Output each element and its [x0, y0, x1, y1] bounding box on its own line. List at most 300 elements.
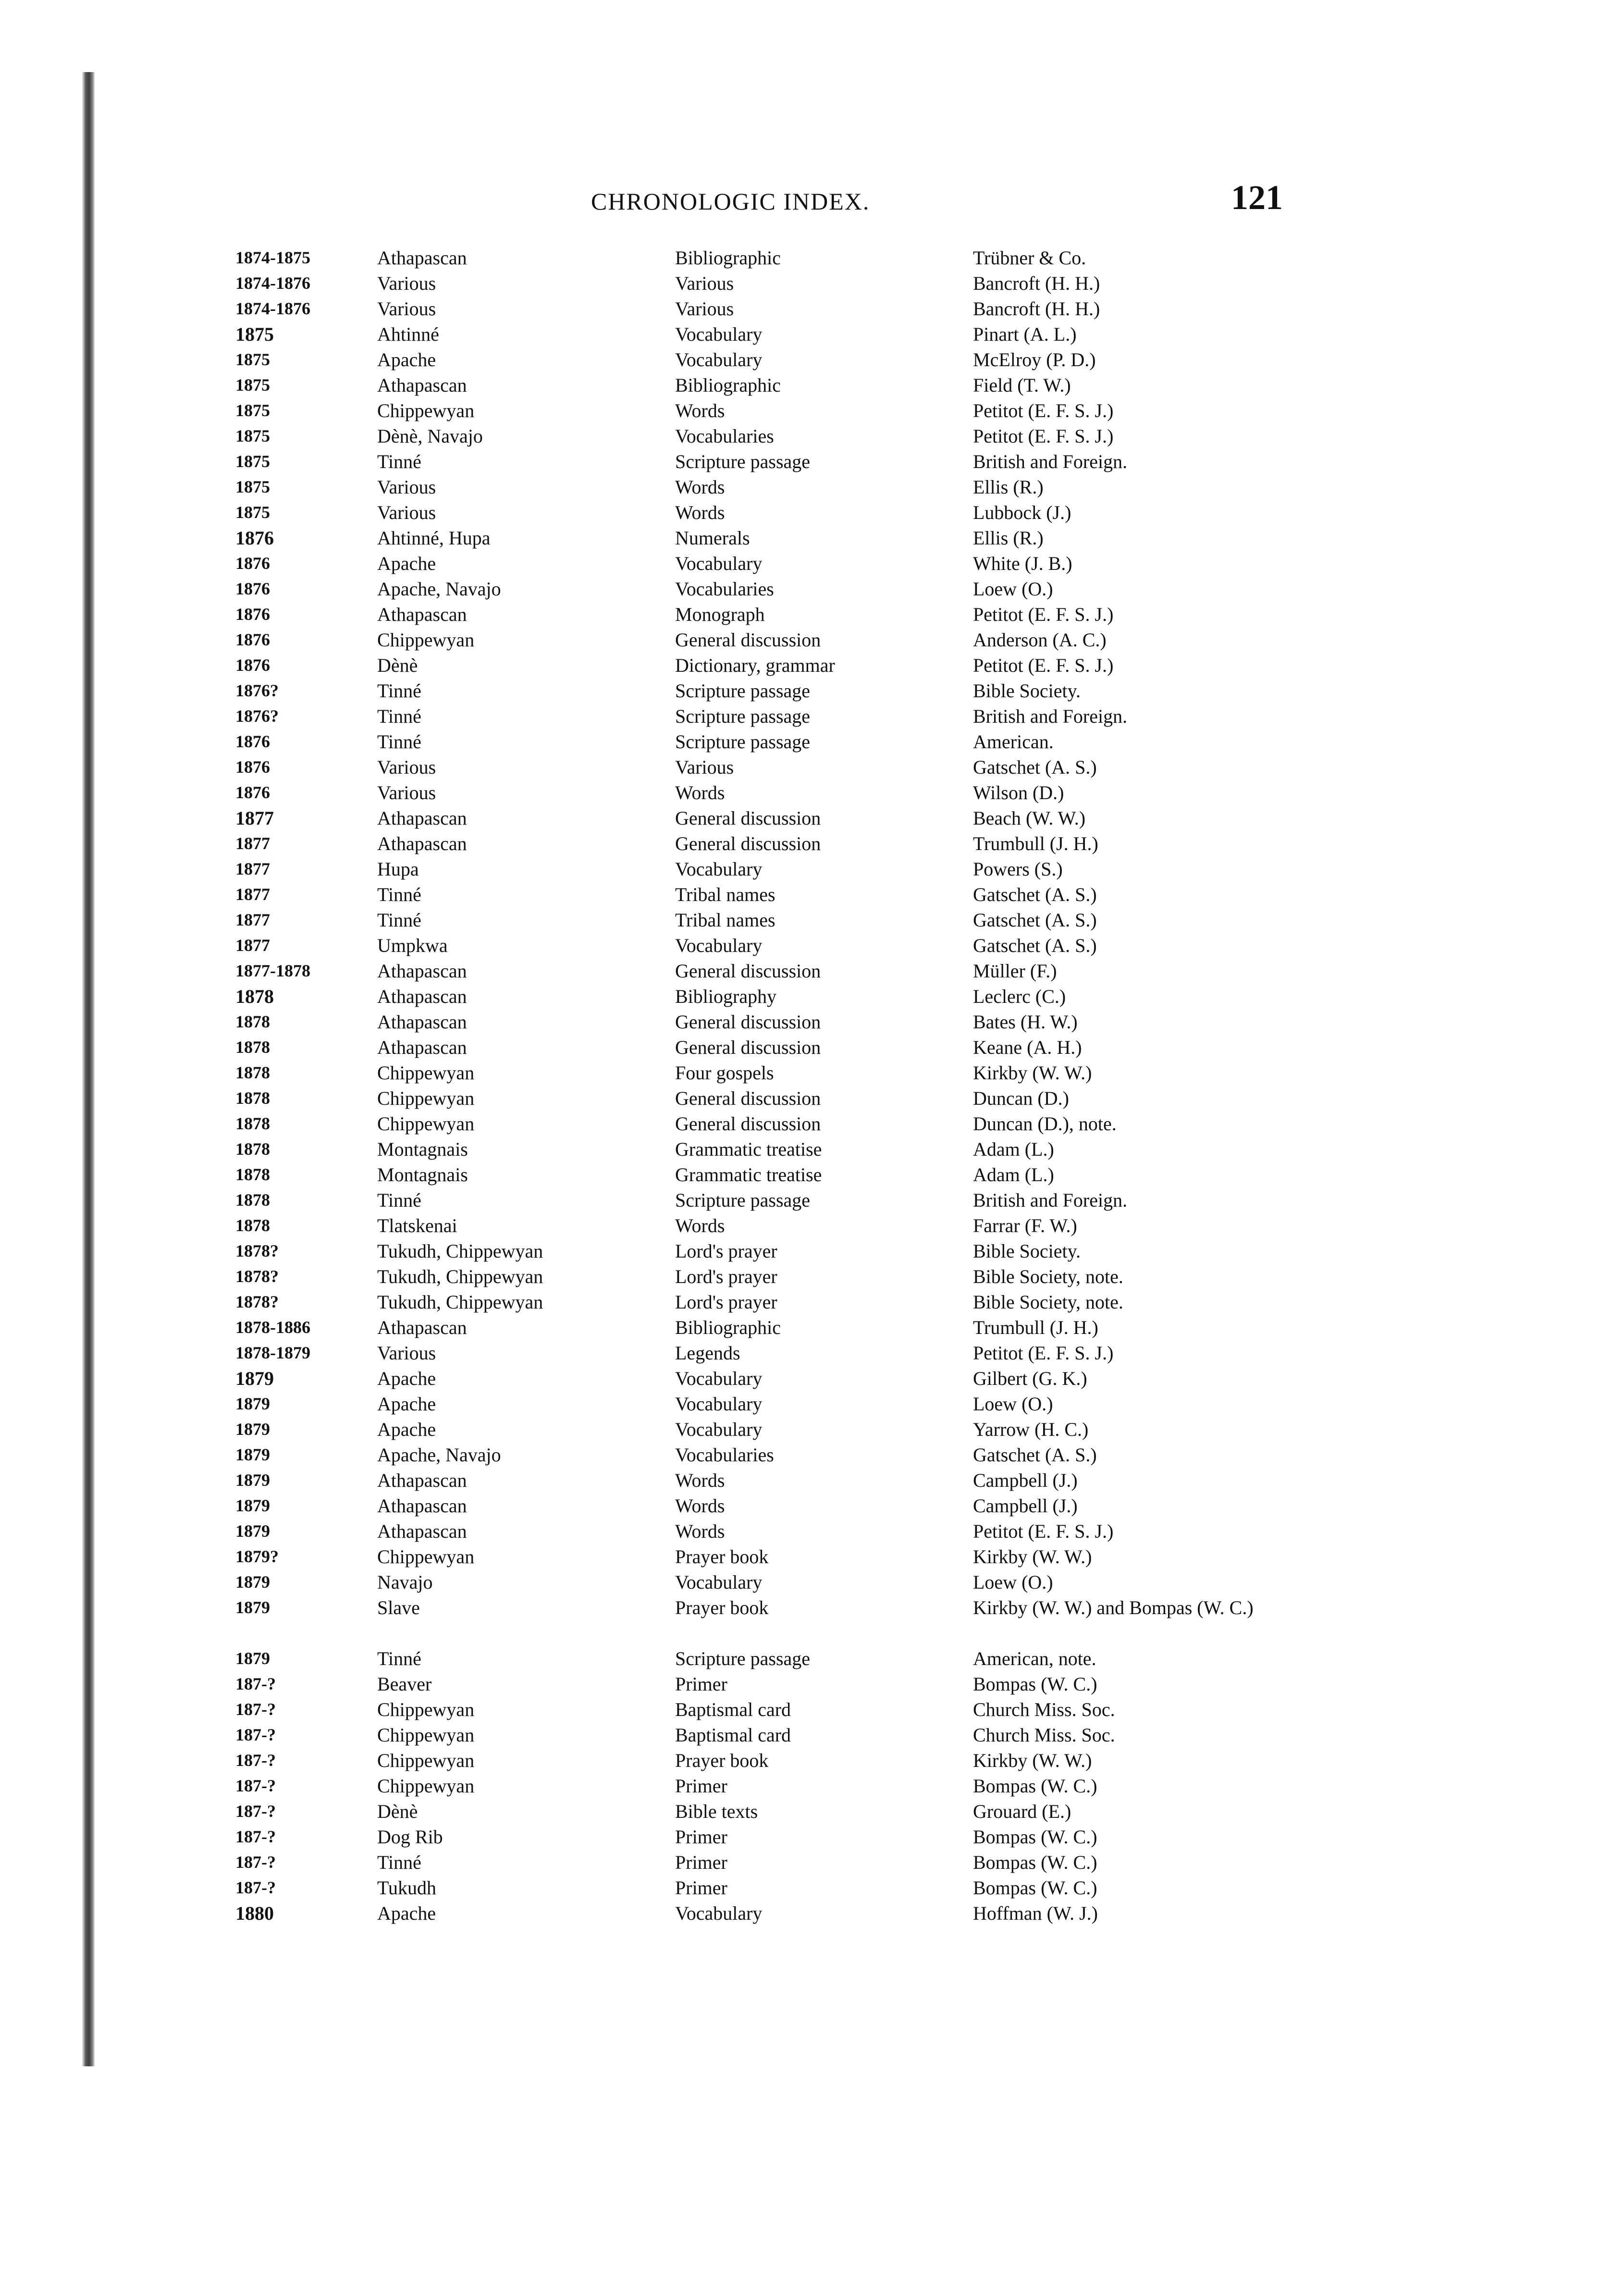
row-author: Gatschet (A. S.): [973, 935, 1097, 956]
row-author: Gatschet (A. S.): [973, 909, 1097, 931]
row-author: Church Miss. Soc.: [973, 1724, 1115, 1746]
index-row: [235, 729, 1292, 754]
index-row: [235, 1442, 1292, 1468]
row-language: Chippewyan: [377, 1062, 475, 1084]
index-row: [235, 1544, 1292, 1569]
index-row: [235, 551, 1292, 576]
index-row: [235, 1722, 1292, 1748]
row-nature: Baptismal card: [675, 1724, 791, 1746]
row-date: 1879: [235, 1572, 270, 1592]
row-language: Navajo: [377, 1571, 433, 1593]
row-date: 187-?: [235, 1827, 276, 1846]
index-row: [235, 1060, 1292, 1086]
row-date: 1877: [235, 936, 270, 955]
row-nature: Prayer book: [675, 1546, 769, 1567]
row-nature: General discussion: [675, 807, 821, 829]
row-author: Bancroft (H. H.): [973, 272, 1100, 294]
row-date: 1875: [235, 350, 270, 369]
row-language: Hupa: [377, 858, 419, 880]
index-row: [235, 1646, 1292, 1671]
row-language: Tukudh, Chippewyan: [377, 1240, 543, 1262]
index-row: [235, 398, 1292, 423]
row-date: 1876: [235, 757, 270, 777]
index-row: [235, 423, 1292, 449]
index-row: [235, 653, 1292, 678]
row-date: 1878: [235, 1216, 270, 1235]
row-nature: General discussion: [675, 1087, 821, 1109]
index-row: [235, 831, 1292, 856]
row-author: Lubbock (J.): [973, 502, 1071, 523]
row-nature: Vocabularies: [675, 425, 774, 447]
row-date: 1876: [235, 554, 270, 573]
row-language: Chippewyan: [377, 1724, 475, 1746]
row-nature: Baptismal card: [675, 1699, 791, 1720]
row-author: Keane (A. H.): [973, 1037, 1082, 1058]
row-date: 1879: [235, 1598, 270, 1617]
row-nature: Scripture passage: [675, 1189, 811, 1211]
index-row: [235, 1213, 1292, 1238]
row-nature: Vocabulary: [675, 935, 763, 956]
index-row: [235, 347, 1292, 372]
row-date: 1878: [235, 1063, 270, 1082]
row-nature: Grammatic treatise: [675, 1138, 822, 1160]
row-author: Ellis (R.): [973, 527, 1044, 549]
row-nature: Bibliographic: [675, 374, 781, 396]
row-date: 1879: [235, 1419, 270, 1439]
row-language: Athapascan: [377, 1037, 467, 1058]
row-date: 1878: [235, 1037, 270, 1057]
index-row: [235, 1850, 1292, 1875]
row-language: Ahtinné, Hupa: [377, 527, 491, 549]
row-author: Bates (H. W.): [973, 1011, 1078, 1033]
index-row: [235, 1391, 1292, 1417]
row-language: Athapascan: [377, 986, 467, 1007]
page-header: [591, 178, 1283, 231]
row-nature: Lord's prayer: [675, 1291, 777, 1313]
row-nature: General discussion: [675, 1037, 821, 1058]
index-row: [235, 602, 1292, 627]
row-author: Petitot (E. F. S. J.): [973, 604, 1114, 625]
row-language: Athapascan: [377, 1469, 467, 1491]
row-nature: Vocabulary: [675, 1419, 763, 1440]
row-nature: Primer: [675, 1877, 727, 1899]
row-language: Various: [377, 298, 436, 320]
row-nature: Scripture passage: [675, 705, 811, 727]
row-author: Bompas (W. C.): [973, 1877, 1097, 1899]
index-row: [235, 704, 1292, 729]
row-author: Farrar (F. W.): [973, 1215, 1077, 1236]
row-language: Chippewyan: [377, 1750, 475, 1771]
row-date: 1876: [235, 783, 270, 802]
row-date: 187-?: [235, 1852, 276, 1872]
row-nature: General discussion: [675, 1011, 821, 1033]
row-date: 1876: [235, 605, 270, 624]
row-nature: Various: [675, 298, 734, 320]
row-language: Athapascan: [377, 807, 467, 829]
row-nature: Vocabulary: [675, 1368, 763, 1389]
row-language: Athapascan: [377, 1495, 467, 1517]
row-date: 1876: [235, 527, 274, 549]
row-date: 1879?: [235, 1547, 279, 1566]
row-date: 1878: [235, 1114, 270, 1133]
row-nature: Dictionary, grammar: [675, 654, 835, 676]
row-language: Athapascan: [377, 1011, 467, 1033]
index-row: [235, 754, 1292, 780]
row-date: 1877: [235, 910, 270, 929]
row-nature: Words: [675, 400, 725, 421]
row-date: 1874-1876: [235, 299, 310, 318]
chronologic-index-table: [235, 245, 1292, 1926]
row-language: Tinné: [377, 705, 421, 727]
row-language: Chippewyan: [377, 1087, 475, 1109]
row-date: 1875: [235, 375, 270, 395]
row-author: Bible Society, note.: [973, 1266, 1123, 1287]
index-row: [235, 1264, 1292, 1289]
row-date: 1877: [235, 834, 270, 853]
row-language: Various: [377, 1342, 436, 1364]
index-row: [235, 1901, 1292, 1926]
row-author: Trübner & Co.: [973, 247, 1086, 269]
row-language: Various: [377, 502, 436, 523]
row-language: Chippewyan: [377, 1699, 475, 1720]
row-language: Dog Rib: [377, 1826, 443, 1848]
row-language: Tinné: [377, 451, 421, 472]
row-date: 1875: [235, 323, 274, 345]
row-language: Apache: [377, 1902, 436, 1924]
row-language: Chippewyan: [377, 1775, 475, 1797]
row-language: Tinné: [377, 1189, 421, 1211]
index-row: [235, 907, 1292, 933]
index-row: [235, 1238, 1292, 1264]
index-row: [235, 1493, 1292, 1518]
row-date: 1878-1886: [235, 1318, 310, 1337]
row-nature: Four gospels: [675, 1062, 774, 1084]
row-nature: Primer: [675, 1851, 727, 1873]
row-author: Loew (O.): [973, 1393, 1053, 1415]
row-author: Loew (O.): [973, 1571, 1053, 1593]
row-author: Duncan (D.): [973, 1087, 1069, 1109]
row-date: 187-?: [235, 1700, 276, 1719]
row-author: Bible Society, note.: [973, 1291, 1123, 1313]
row-language: Tinné: [377, 680, 421, 702]
index-row: [235, 856, 1292, 882]
row-date: 1877: [235, 807, 274, 829]
row-author: Kirkby (W. W.) and Bompas (W. C.): [973, 1597, 1254, 1618]
row-nature: Words: [675, 502, 725, 523]
row-language: Apache, Navajo: [377, 1444, 501, 1466]
row-nature: General discussion: [675, 629, 821, 651]
index-row: [235, 1035, 1292, 1060]
row-author: Kirkby (W. W.): [973, 1750, 1092, 1771]
row-nature: Vocabulary: [675, 1571, 763, 1593]
index-row: [235, 627, 1292, 653]
row-nature: Scripture passage: [675, 451, 811, 472]
row-date: 187-?: [235, 1776, 276, 1795]
row-nature: Scripture passage: [675, 680, 811, 702]
row-date: 187-?: [235, 1674, 276, 1693]
row-language: Dènè: [377, 1801, 418, 1822]
row-date: 1878: [235, 1088, 270, 1108]
row-language: Tinné: [377, 1648, 421, 1669]
row-nature: Vocabulary: [675, 1393, 763, 1415]
row-language: Umpkwa: [377, 935, 448, 956]
row-author: Bompas (W. C.): [973, 1673, 1097, 1695]
row-language: Apache: [377, 1419, 436, 1440]
row-author: Trumbull (J. H.): [973, 1317, 1098, 1338]
index-row: [235, 1697, 1292, 1722]
row-date: 1878: [235, 1139, 270, 1159]
row-author: Wilson (D.): [973, 782, 1064, 803]
row-language: Athapascan: [377, 833, 467, 854]
row-author: Bompas (W. C.): [973, 1826, 1097, 1848]
row-author: Grouard (E.): [973, 1801, 1071, 1822]
row-date: 1878-1879: [235, 1343, 310, 1362]
row-author: Petitot (E. F. S. J.): [973, 425, 1114, 447]
row-date: 1876?: [235, 706, 279, 726]
row-language: Tinné: [377, 731, 421, 753]
row-nature: Legends: [675, 1342, 740, 1364]
row-nature: Vocabulary: [675, 349, 763, 370]
row-date: 1876?: [235, 681, 279, 700]
row-language: Athapascan: [377, 1317, 467, 1338]
row-language: Tinné: [377, 909, 421, 931]
index-row: [235, 1799, 1292, 1824]
row-nature: General discussion: [675, 960, 821, 982]
row-date: 1878: [235, 986, 274, 1007]
index-row: [235, 882, 1292, 907]
row-nature: Scripture passage: [675, 1648, 811, 1669]
row-language: Ahtinné: [377, 323, 439, 345]
index-row: [235, 1773, 1292, 1799]
index-row: [235, 296, 1292, 321]
row-author: Ellis (R.): [973, 476, 1044, 498]
index-row: [235, 372, 1292, 398]
row-language: Dènè, Navajo: [377, 425, 483, 447]
row-author: Field (T. W.): [973, 374, 1071, 396]
row-nature: Tribal names: [675, 884, 775, 905]
row-date: 1878?: [235, 1241, 279, 1260]
row-nature: Vocabulary: [675, 553, 763, 574]
row-date: 1879: [235, 1445, 270, 1464]
row-author: American, note.: [973, 1648, 1096, 1669]
row-date: 187-?: [235, 1751, 276, 1770]
row-language: Apache: [377, 1393, 436, 1415]
row-nature: Grammatic treatise: [675, 1164, 822, 1185]
row-nature: Prayer book: [675, 1597, 769, 1618]
row-author: Kirkby (W. W.): [973, 1546, 1092, 1567]
row-language: Montagnais: [377, 1164, 468, 1185]
index-row: [235, 1136, 1292, 1162]
row-author: American.: [973, 731, 1054, 753]
index-row: [235, 1875, 1292, 1901]
row-author: Church Miss. Soc.: [973, 1699, 1115, 1720]
row-language: Tinné: [377, 1851, 421, 1873]
row-nature: Words: [675, 1469, 725, 1491]
row-author: Adam (L.): [973, 1138, 1054, 1160]
row-language: Tukudh, Chippewyan: [377, 1266, 543, 1287]
row-date: 1879: [235, 1496, 270, 1515]
row-nature: Words: [675, 1520, 725, 1542]
row-author: Pinart (A. L.): [973, 323, 1077, 345]
row-language: Montagnais: [377, 1138, 468, 1160]
row-nature: Various: [675, 756, 734, 778]
row-author: British and Foreign.: [973, 705, 1128, 727]
row-nature: Primer: [675, 1826, 727, 1848]
row-date: 187-?: [235, 1802, 276, 1821]
row-author: Gatschet (A. S.): [973, 884, 1097, 905]
index-row: [235, 958, 1292, 984]
row-author: Bancroft (H. H.): [973, 298, 1100, 320]
row-author: Beach (W. W.): [973, 807, 1086, 829]
row-author: Müller (F.): [973, 960, 1057, 982]
row-nature: Monograph: [675, 604, 765, 625]
row-nature: Lord's prayer: [675, 1266, 777, 1287]
row-language: Tukudh, Chippewyan: [377, 1291, 543, 1313]
row-nature: Numerals: [675, 527, 750, 549]
row-author: British and Foreign.: [973, 451, 1128, 472]
row-author: Gatschet (A. S.): [973, 756, 1097, 778]
row-language: Athapascan: [377, 960, 467, 982]
index-row: [235, 1086, 1292, 1111]
row-nature: Bible texts: [675, 1801, 758, 1822]
row-date: 1879: [235, 1521, 270, 1541]
row-nature: Words: [675, 782, 725, 803]
row-nature: Lord's prayer: [675, 1240, 777, 1262]
row-date: 1879: [235, 1649, 270, 1668]
row-author: Petitot (E. F. S. J.): [973, 400, 1114, 421]
row-language: Athapascan: [377, 247, 467, 269]
row-date: 1875: [235, 426, 270, 445]
page-binding-edge: [82, 72, 95, 2066]
index-row: [235, 805, 1292, 831]
row-nature: Scripture passage: [675, 731, 811, 753]
index-row: [235, 1824, 1292, 1850]
row-date: 1875: [235, 477, 270, 496]
row-date: 1879: [235, 1470, 270, 1490]
row-nature: General discussion: [675, 1113, 821, 1135]
row-author: Anderson (A. C.): [973, 629, 1107, 651]
row-author: Powers (S.): [973, 858, 1063, 880]
row-nature: Vocabularies: [675, 1444, 774, 1466]
row-language: Chippewyan: [377, 400, 475, 421]
index-row: [235, 1748, 1292, 1773]
index-row: [235, 1417, 1292, 1442]
row-date: 1878: [235, 1190, 270, 1210]
row-nature: Bibliography: [675, 986, 777, 1007]
row-author: Trumbull (J. H.): [973, 833, 1098, 854]
row-author: Petitot (E. F. S. J.): [973, 654, 1114, 676]
index-row: [235, 474, 1292, 500]
row-author: Gatschet (A. S.): [973, 1444, 1097, 1466]
index-row: [235, 321, 1292, 347]
index-row: [235, 1289, 1292, 1315]
row-date: 1878: [235, 1012, 270, 1031]
row-author: White (J. B.): [973, 553, 1072, 574]
row-author: Gilbert (G. K.): [973, 1368, 1087, 1389]
index-row: [235, 1315, 1292, 1340]
row-nature: Various: [675, 272, 734, 294]
row-language: Apache, Navajo: [377, 578, 501, 600]
row-language: Tinné: [377, 884, 421, 905]
row-nature: Vocabularies: [675, 578, 774, 600]
row-nature: Prayer book: [675, 1750, 769, 1771]
index-row: [235, 1671, 1292, 1697]
index-row: [235, 1468, 1292, 1493]
index-row: [235, 933, 1292, 958]
row-nature: Vocabulary: [675, 1902, 763, 1924]
row-author: Petitot (E. F. S. J.): [973, 1342, 1114, 1364]
row-language: Various: [377, 756, 436, 778]
index-row: [235, 1187, 1292, 1213]
index-row: [235, 1518, 1292, 1544]
index-row: [235, 1569, 1292, 1595]
row-language: Beaver: [377, 1673, 432, 1695]
row-date: 1879: [235, 1394, 270, 1413]
index-row: [235, 780, 1292, 805]
index-row: [235, 678, 1292, 704]
row-language: Various: [377, 272, 436, 294]
row-date: 187-?: [235, 1878, 276, 1897]
row-date: 1878: [235, 1165, 270, 1184]
row-date: 1877: [235, 859, 270, 878]
index-row: [235, 449, 1292, 474]
row-nature: Tribal names: [675, 909, 775, 931]
row-date: 1875: [235, 503, 270, 522]
row-author: Bompas (W. C.): [973, 1851, 1097, 1873]
row-nature: Words: [675, 1215, 725, 1236]
index-row: [235, 1366, 1292, 1391]
row-author: Adam (L.): [973, 1164, 1054, 1185]
row-author: Campbell (J.): [973, 1495, 1078, 1517]
row-author: Loew (O.): [973, 578, 1053, 600]
row-language: Various: [377, 476, 436, 498]
index-row: [235, 984, 1292, 1009]
index-row: [235, 1162, 1292, 1187]
row-date: 1877-1878: [235, 961, 310, 980]
row-language: Tukudh: [377, 1877, 437, 1899]
row-language: Athapascan: [377, 1520, 467, 1542]
index-row: [235, 1595, 1292, 1646]
row-date: 1876: [235, 579, 270, 598]
row-date: 1880: [235, 1902, 274, 1924]
row-language: Athapascan: [377, 604, 467, 625]
row-date: 1875: [235, 452, 270, 471]
row-date: 1879: [235, 1368, 274, 1389]
row-date: 1874-1875: [235, 248, 310, 267]
row-author: Campbell (J.): [973, 1469, 1078, 1491]
row-nature: General discussion: [675, 833, 821, 854]
row-language: Tlatskenai: [377, 1215, 457, 1236]
row-language: Slave: [377, 1597, 420, 1618]
row-author: Duncan (D.), note.: [973, 1113, 1117, 1135]
row-language: Chippewyan: [377, 629, 475, 651]
row-date: 1876: [235, 630, 270, 649]
row-language: Athapascan: [377, 374, 467, 396]
index-row: [235, 1340, 1292, 1366]
row-date: 1876: [235, 655, 270, 675]
index-row: [235, 245, 1292, 271]
row-language: Various: [377, 782, 436, 803]
row-date: 1878?: [235, 1292, 279, 1311]
row-author: Bible Society.: [973, 680, 1081, 702]
index-row: [235, 525, 1292, 551]
row-nature: Vocabulary: [675, 323, 763, 345]
row-nature: Bibliographic: [675, 1317, 781, 1338]
index-row: [235, 500, 1292, 525]
row-nature: Words: [675, 1495, 725, 1517]
row-author: Kirkby (W. W.): [973, 1062, 1092, 1084]
row-nature: Primer: [675, 1673, 727, 1695]
